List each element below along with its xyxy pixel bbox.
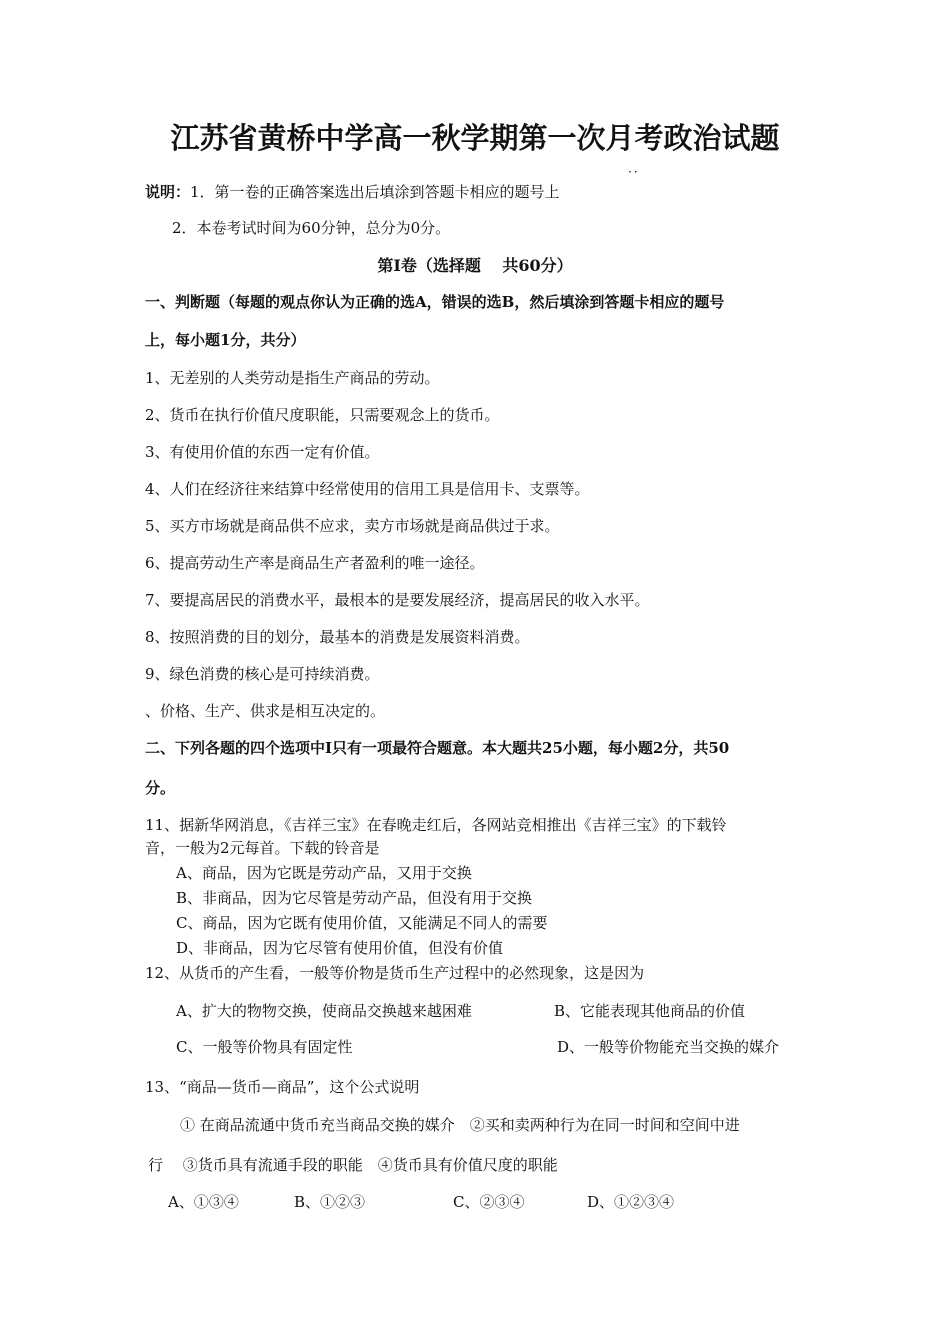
- question-item: 8、按照消费的目的划分，最基本的消费是发展资料消费。: [145, 628, 530, 646]
- question-item: 1、无差别的人类劳动是指生产商品的劳动。: [145, 369, 440, 387]
- title-dots: ··: [628, 165, 640, 179]
- question-item: 9、绿色消费的核心是可持续消费。: [145, 665, 380, 683]
- q13-statement-line2: 行 ③货币具有流通手段的职能 ④货币具有价值尺度的职能: [148, 1156, 558, 1174]
- q11-option-c: C、商品，因为它既有使用价值，又能满足不同人的需要: [176, 914, 548, 932]
- q12-option-d: D、一般等价物能充当交换的媒介: [557, 1038, 780, 1056]
- notes-item-1: 1．第一卷的正确答案选出后填涂到答题卡相应的题号上: [190, 183, 560, 201]
- q11-option-a: A、商品，因为它既是劳动产品，又用于交换: [176, 864, 472, 882]
- q12-stem: 12、从货币的产生看，一般等价物是货币生产过程中的必然现象，这是因为: [145, 964, 645, 982]
- q13-statement-line1: ① 在商品流通中货币充当商品交换的媒介 ②买和卖两种行为在同一时间和空间中进: [180, 1116, 740, 1134]
- q13-stem: 13、“商品—货币—商品”，这个公式说明: [145, 1078, 420, 1096]
- q13-option-b: B、①②③: [294, 1193, 366, 1211]
- question-item: 7、要提高居民的消费水平，最根本的是要发展经济，提高居民的收入水平。: [145, 591, 650, 609]
- section1-heading-line1: 一、判断题（每题的观点你认为正确的选A，错误的选B，然后填涂到答题卡相应的题号: [145, 293, 725, 311]
- section2-heading-line1: 二、下列各题的四个选项中I只有一项最符合题意。本大题共25小题，每小题2分，共50: [145, 739, 730, 757]
- notes-item-2: 2．本卷考试时间为60分钟，总分为0分。: [172, 219, 451, 237]
- q13-option-a: A、①③④: [168, 1193, 239, 1211]
- exam-title: 江苏省黄桥中学高一秋学期第一次月考政治试题: [170, 121, 780, 155]
- notes-line-1: [145, 182, 560, 202]
- q11-stem-line1: 11、据新华网消息，《吉祥三宝》在春晚走红后，各网站竞相推出《吉祥三宝》的下载铃: [145, 816, 727, 834]
- notes-label: 说明：: [145, 183, 191, 201]
- question-item: 5、买方市场就是商品供不应求，卖方市场就是商品供过于求。: [145, 517, 560, 535]
- question-item: 3、有使用价值的东西一定有价值。: [145, 443, 380, 461]
- question-item: 、价格、生产、供求是相互决定的。: [145, 702, 386, 720]
- question-item: 4、人们在经济往来结算中经常使用的信用工具是信用卡、支票等。: [145, 480, 590, 498]
- q12-option-a: A、扩大的物物交换，使商品交换越来越困难: [176, 1002, 472, 1020]
- question-item: 2、货币在执行价值尺度职能，只需要观念上的货币。: [145, 406, 500, 424]
- q11-option-d: D、非商品，因为它尽管有使用价值，但没有价值: [176, 939, 504, 957]
- q12-option-c: C、一般等价物具有固定性: [176, 1038, 353, 1056]
- section2-heading-line2: 分。: [145, 779, 176, 797]
- q13-option-c: C、②③④: [453, 1193, 525, 1211]
- part1-heading: 第Ⅰ卷（选择题 共60分）: [377, 256, 573, 275]
- q11-option-b: B、非商品，因为它尽管是劳动产品，但没有用于交换: [176, 889, 533, 907]
- q11-stem-line2: 音，一般为2元每首。下载的铃音是: [145, 839, 380, 857]
- q13-option-d: D、①②③④: [587, 1193, 675, 1211]
- q12-option-b: B、它能表现其他商品的价值: [554, 1002, 746, 1020]
- section1-heading-line2: 上，每小题1分，共分）: [145, 331, 306, 349]
- question-item: 6、提高劳动生产率是商品生产者盈利的唯一途径。: [145, 554, 485, 572]
